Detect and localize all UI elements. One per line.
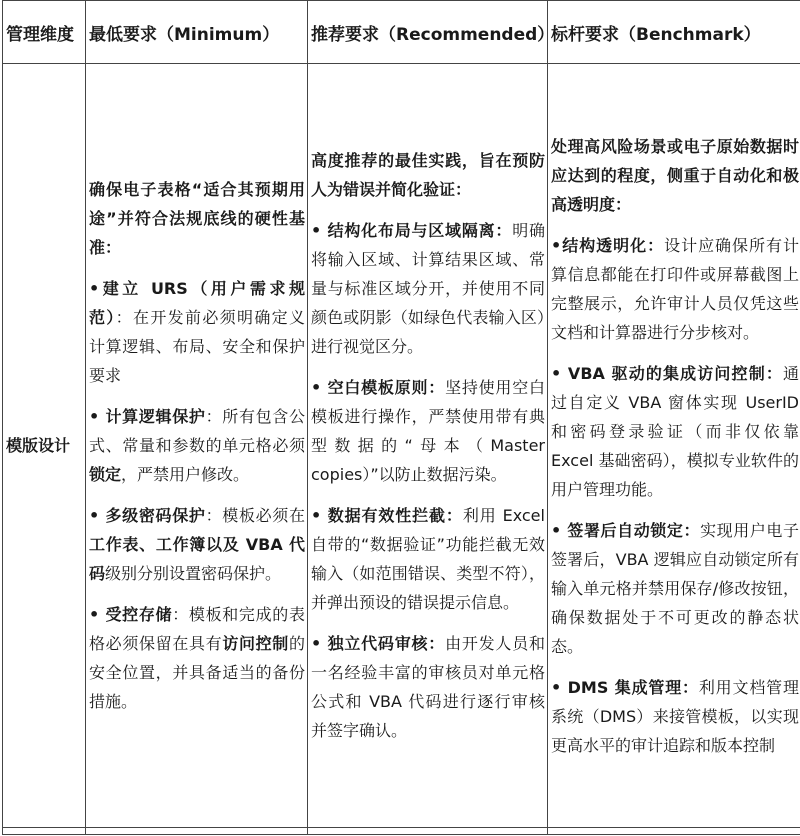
minimum-item-text: 级别分别设置密码保护。 [105, 564, 282, 583]
benchmark-cell [548, 64, 800, 828]
minimum-item-urs [89, 274, 305, 390]
benchmark-item-text: 实现用户电子签署后，VBA 逻辑应自动锁定所有输入单元格并禁用保存/修改按钮，确保数据处于不可更改的静态状态。 [551, 520, 799, 656]
recommended-item-layout [311, 216, 545, 361]
benchmark-item-text: 利用文档管理系统（DMS）来接管模板，以实现更高水平的审计追踪和版本控制 [551, 677, 799, 755]
minimum-item-emphasis: 锁定 [89, 465, 122, 484]
benchmark-item-title: • VBA 驱动的集成访问控制： [551, 363, 783, 383]
benchmark-item-text: 设计应确保所有计算信息都能在打印件或屏幕截图上完整展示，允许审计人员仅凭这些文档和计算器进行分步核对。 [551, 235, 799, 342]
benchmark-item-transparency [551, 231, 799, 347]
minimum-intro-text: 确保电子表格“适合其预期用途”并符合法规底线的硬性基准： [89, 180, 305, 257]
benchmark-item-text: 通过自定义 VBA 窗体实现 UserID 和密码登录验证（而非仅依靠 Excel 基础密码），模拟专业软件的用户管理功能。 [551, 363, 799, 499]
minimum-item-title: • 计算逻辑保护 [89, 407, 206, 426]
minimum-item-emphasis: 访问控制 [222, 634, 289, 653]
recommended-item-title: • 空白模板原则： [311, 378, 446, 397]
benchmark-item-title: •结构透明化： [551, 235, 665, 255]
minimum-item-text: ：所有包含公式、常量和参数的单元格必须 [89, 407, 305, 455]
minimum-item-password [89, 501, 305, 588]
table-cell [308, 828, 548, 835]
header-row [3, 1, 800, 64]
minimum-item-text: ：在开发前必须明确定义计算逻辑、布局、安全和保护要求 [89, 308, 305, 385]
minimum-item-title: • 受控存储 [89, 605, 173, 624]
benchmark-intro-text: 处理高风险场景或电子原始数据时应达到的程度，侧重于自动化和极高透明度： [551, 136, 799, 214]
recommended-item-title: • 结构化布局与区域隔离： [311, 221, 513, 240]
minimum-item-title: • 多级密码保护 [89, 506, 206, 525]
recommended-item-title: • 数据有效性拦截： [311, 506, 463, 525]
header-recommended: 推荐要求（Recommended） [308, 1, 548, 64]
recommended-item-code-review [311, 629, 545, 745]
recommended-intro-text: 高度推荐的最佳实践，旨在预防人为错误并简化验证： [311, 151, 545, 199]
benchmark-item-title: • DMS 集成管理： [551, 677, 699, 697]
recommended-item-text: 由开发人员和一名经验丰富的审核员对单元格公式和 VBA 代码进行逐行审核并签字确认。 [311, 634, 545, 740]
minimum-item-storage [89, 600, 305, 716]
minimum-item-text: ：模板和完成的表格必须保留在具有 [89, 605, 305, 653]
benchmark-item-dms [551, 673, 799, 760]
requirements-table [2, 0, 800, 835]
recommended-item-validation [311, 501, 545, 617]
table-cell [548, 828, 800, 835]
minimum-intro [89, 175, 305, 262]
table-cell [3, 828, 86, 835]
header-benchmark: 标杆要求（Benchmark） [548, 1, 800, 64]
recommended-intro [311, 146, 545, 204]
table-row [3, 64, 800, 828]
dimension-cell: 模版设计 [3, 64, 86, 828]
header-minimum: 最低要求（Minimum） [86, 1, 308, 64]
minimum-item-emphasis: 工作表、工作簿以及 VBA 代码 [89, 535, 305, 583]
minimum-item-text: 的安全位置，并具备适当的备份措施。 [89, 634, 305, 711]
minimum-cell [86, 64, 308, 828]
next-row-partial [3, 828, 800, 835]
benchmark-intro [551, 132, 799, 219]
minimum-item-text: ：模板必须在 [205, 506, 305, 525]
recommended-item-title: • 独立代码审核： [311, 634, 446, 653]
minimum-item-logic-protection [89, 402, 305, 489]
minimum-item-title: •建立 URS（用户需求规范） [89, 279, 305, 327]
table-cell [86, 828, 308, 835]
minimum-item-text: ，严禁用户修改。 [121, 465, 250, 484]
header-dimension: 管理维度 [3, 1, 86, 64]
recommended-item-text: 利用 Excel 自带的“数据验证”功能拦截无效输入（如范围错误、类型不符），并弹出预设的错误提示信息。 [311, 506, 545, 612]
recommended-item-text: 坚持使用空白模板进行操作，严禁使用带有典型数据的“母本（Master copies）”以防止数据污染。 [311, 378, 545, 484]
benchmark-item-vba-access [551, 359, 799, 504]
recommended-item-text: 明确将输入区域、计算结果区域、常量与标准区域分开，并使用不同颜色或阴影（如绿色代表输入区）进行视觉区分。 [311, 221, 545, 356]
recommended-cell [308, 64, 548, 828]
benchmark-item-auto-lock [551, 516, 799, 661]
recommended-item-blank-template [311, 373, 545, 489]
benchmark-item-title: • 签署后自动锁定： [551, 520, 701, 540]
